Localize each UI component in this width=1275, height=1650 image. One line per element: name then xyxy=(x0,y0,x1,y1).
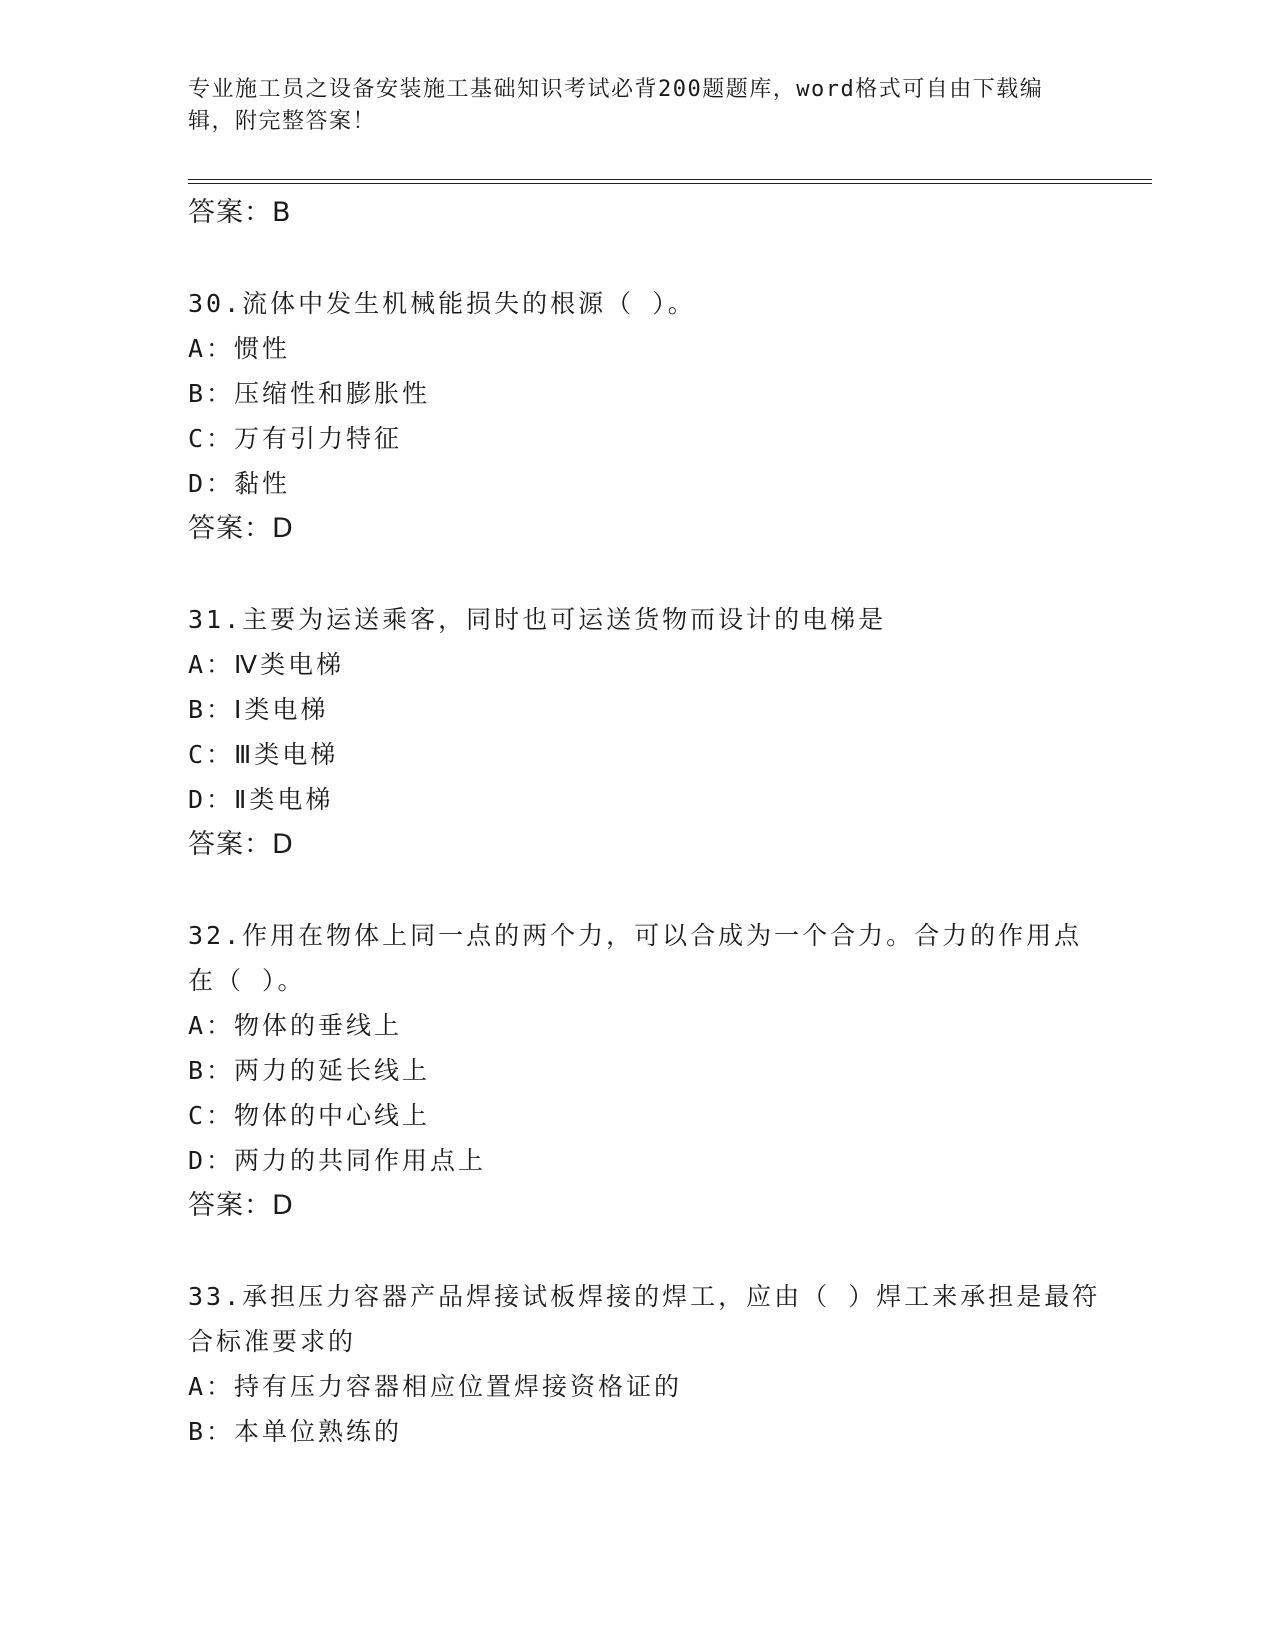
question-content xyxy=(188,190,1108,1454)
option-c: C：物体的中心线上 xyxy=(188,1101,431,1130)
option-c: C：Ⅲ类电梯 xyxy=(188,740,339,769)
option-a: A：惯性 xyxy=(188,334,291,363)
question-item xyxy=(188,913,1108,1228)
option-b: B：压缩性和膨胀性 xyxy=(188,379,431,408)
question-stem: 31.主要为运送乘客，同时也可运送货物而设计的电梯是 xyxy=(188,605,887,634)
answer-line: 答案：D xyxy=(188,1190,294,1221)
answer-line: 答案：B xyxy=(188,197,292,228)
option-b: B：本单位熟练的 xyxy=(188,1417,403,1446)
answer-line: 答案：D xyxy=(188,513,294,544)
option-c: C：万有引力特征 xyxy=(188,424,403,453)
option-a: A：持有压力容器相应位置焊接资格证的 xyxy=(188,1372,683,1401)
question-stem: 33.承担压力容器产品焊接试板焊接的焊工，应由（ ）焊工来承担是最符合标准要求的 xyxy=(188,1282,1101,1356)
header-divider xyxy=(188,179,1152,184)
option-d: D：黏性 xyxy=(188,469,291,498)
option-a: A：Ⅳ类电梯 xyxy=(188,650,345,679)
option-d: D：两力的共同作用点上 xyxy=(188,1146,487,1175)
option-a: A：物体的垂线上 xyxy=(188,1011,403,1040)
question-item xyxy=(188,597,1108,867)
answer-line: 答案：D xyxy=(188,829,294,860)
option-b: B：Ⅰ类电梯 xyxy=(188,695,329,724)
page-header-title: 专业施工员之设备安装施工基础知识考试必背200题题库，word格式可自由下载编辑，附完整答案！ xyxy=(188,77,1044,134)
question-stem: 32.作用在物体上同一点的两个力，可以合成为一个合力。合力的作用点在（ ）。 xyxy=(188,921,1083,995)
question-item xyxy=(188,1274,1108,1454)
question-item xyxy=(188,281,1108,551)
question-stem: 30.流体中发生机械能损失的根源（ ）。 xyxy=(188,289,696,318)
option-b: B：两力的延长线上 xyxy=(188,1056,431,1085)
option-d: D：Ⅱ类电梯 xyxy=(188,785,334,814)
